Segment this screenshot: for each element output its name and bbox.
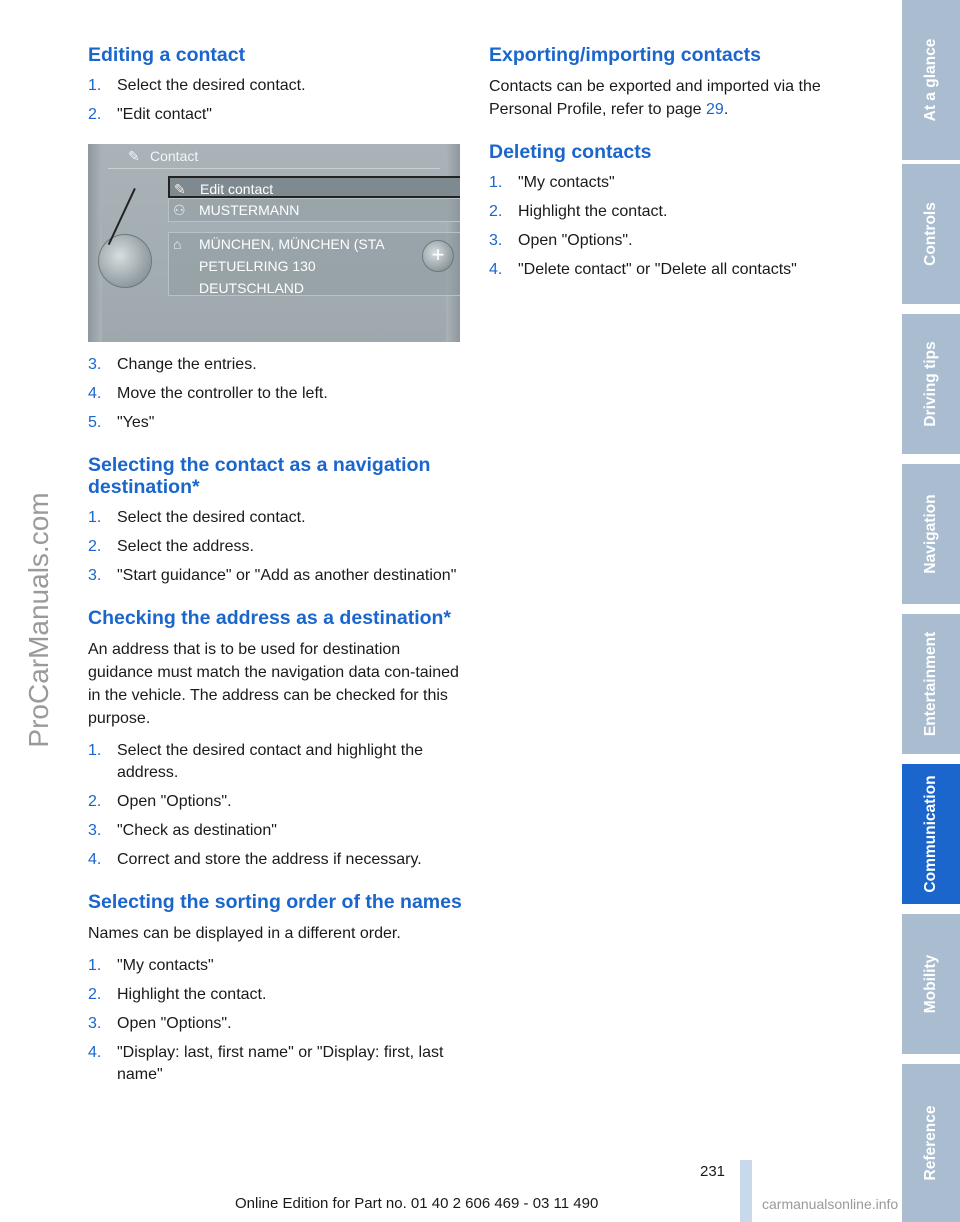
paragraph-exporting: Contacts can be exported and imported via the Personal Profile, refer to page 29. xyxy=(489,78,821,118)
page-reference-link[interactable]: 29 xyxy=(706,101,724,118)
screen-row-name: ⚇ MUSTERMANN xyxy=(168,198,460,222)
list-item: 3. Open "Options". xyxy=(88,1015,232,1032)
list-item: 1. "My contacts" xyxy=(489,174,615,191)
list-item: 4. Move the controller to the left. xyxy=(88,385,328,402)
list-item: 4. Correct and store the address if necessary. xyxy=(88,851,422,868)
list-item: 3. "Check as destination" xyxy=(88,822,277,839)
pencil-icon: ✎ xyxy=(174,181,186,197)
list-item: 4. "Display: last, first name" or "Display: first, last name" xyxy=(88,1044,444,1083)
controller-knob-icon xyxy=(98,234,152,288)
footer-text: Online Edition for Part no. 01 40 2 606 469 - 03 11 490 xyxy=(235,1195,599,1212)
screen-row-edit-contact: ✎ Edit contact xyxy=(168,176,460,198)
right-column xyxy=(489,44,863,288)
tab-controls[interactable]: Controls xyxy=(902,164,960,304)
heading-sorting-order: Selecting the sorting order of the names xyxy=(88,891,462,913)
idrive-screenshot xyxy=(88,144,460,342)
heading-editing-contact: Editing a contact xyxy=(88,44,246,66)
plus-knob-icon: + xyxy=(422,240,454,272)
watermark: ProCarManuals.com xyxy=(23,492,54,748)
list-item: 1. Select the desired contact. xyxy=(88,77,306,94)
tab-communication[interactable]: Communication xyxy=(902,764,960,904)
page-number-bar xyxy=(740,1160,752,1222)
list-item: 2. Highlight the contact. xyxy=(489,203,668,220)
list-item: 3. Open "Options". xyxy=(489,232,633,249)
list-item: 1. "My contacts" xyxy=(88,957,214,974)
address-icon: ⌂ xyxy=(173,236,182,252)
tab-driving-tips[interactable]: Driving tips xyxy=(902,314,960,454)
list-item: 2. Highlight the contact. xyxy=(88,986,267,1003)
list-item: 1. Select the desired contact. xyxy=(88,509,306,526)
tab-mobility[interactable]: Mobility xyxy=(902,914,960,1054)
tab-reference[interactable]: Reference xyxy=(902,1064,960,1222)
screen-title-bar: ✎ Contact xyxy=(128,144,428,168)
chapter-tabs xyxy=(902,0,960,1222)
tab-entertainment[interactable]: Entertainment xyxy=(902,614,960,754)
steps-sorting xyxy=(88,955,462,1086)
left-column xyxy=(88,44,462,1093)
list-item: 1. Select the desired contact and highlight the address. xyxy=(88,742,423,781)
person-icon: ⚇ xyxy=(173,202,186,218)
list-item: 2. Select the address. xyxy=(88,538,254,555)
heading-deleting-contacts: Deleting contacts xyxy=(489,141,652,163)
paragraph-sorting-order: Names can be displayed in a different order. xyxy=(88,925,401,942)
list-item: 3. "Start guidance" or "Add as another destination" xyxy=(88,567,457,584)
screen-row-address: ⌂ MÜNCHEN, MÜNCHEN (STA PETUELRING 130 DEUTSCHLAND xyxy=(168,232,460,296)
list-item: 5. "Yes" xyxy=(88,414,155,431)
page-number: 231 xyxy=(700,1163,726,1180)
footer-watermark: carmanualsonline.info xyxy=(762,1196,899,1212)
steps-editing-after xyxy=(88,354,462,434)
list-item: 2. "Edit contact" xyxy=(88,106,212,123)
steps-deleting xyxy=(489,172,863,281)
heading-checking-address: Checking the address as a destination* xyxy=(88,607,452,629)
edit-pencil-icon: ✎ xyxy=(128,148,140,164)
list-item: 2. Open "Options". xyxy=(88,793,232,810)
steps-navigation xyxy=(88,507,462,587)
paragraph-checking-address: An address that is to be used for destination guidance must match the navigation data con-tained in the vehicle. The address can be checked for this purpose. xyxy=(88,641,459,727)
list-item: 3. Change the entries. xyxy=(88,356,257,373)
heading-exporting-importing: Exporting/importing contacts xyxy=(489,44,761,66)
tab-navigation[interactable]: Navigation xyxy=(902,464,960,604)
steps-checking xyxy=(88,740,462,871)
heading-contact-navigation: Selecting the contact as a navigation destination* xyxy=(88,454,431,498)
tab-at-a-glance[interactable]: At a glance xyxy=(902,0,960,160)
steps-editing-before xyxy=(88,75,462,126)
list-item: 4. "Delete contact" or "Delete all contacts" xyxy=(489,261,797,278)
